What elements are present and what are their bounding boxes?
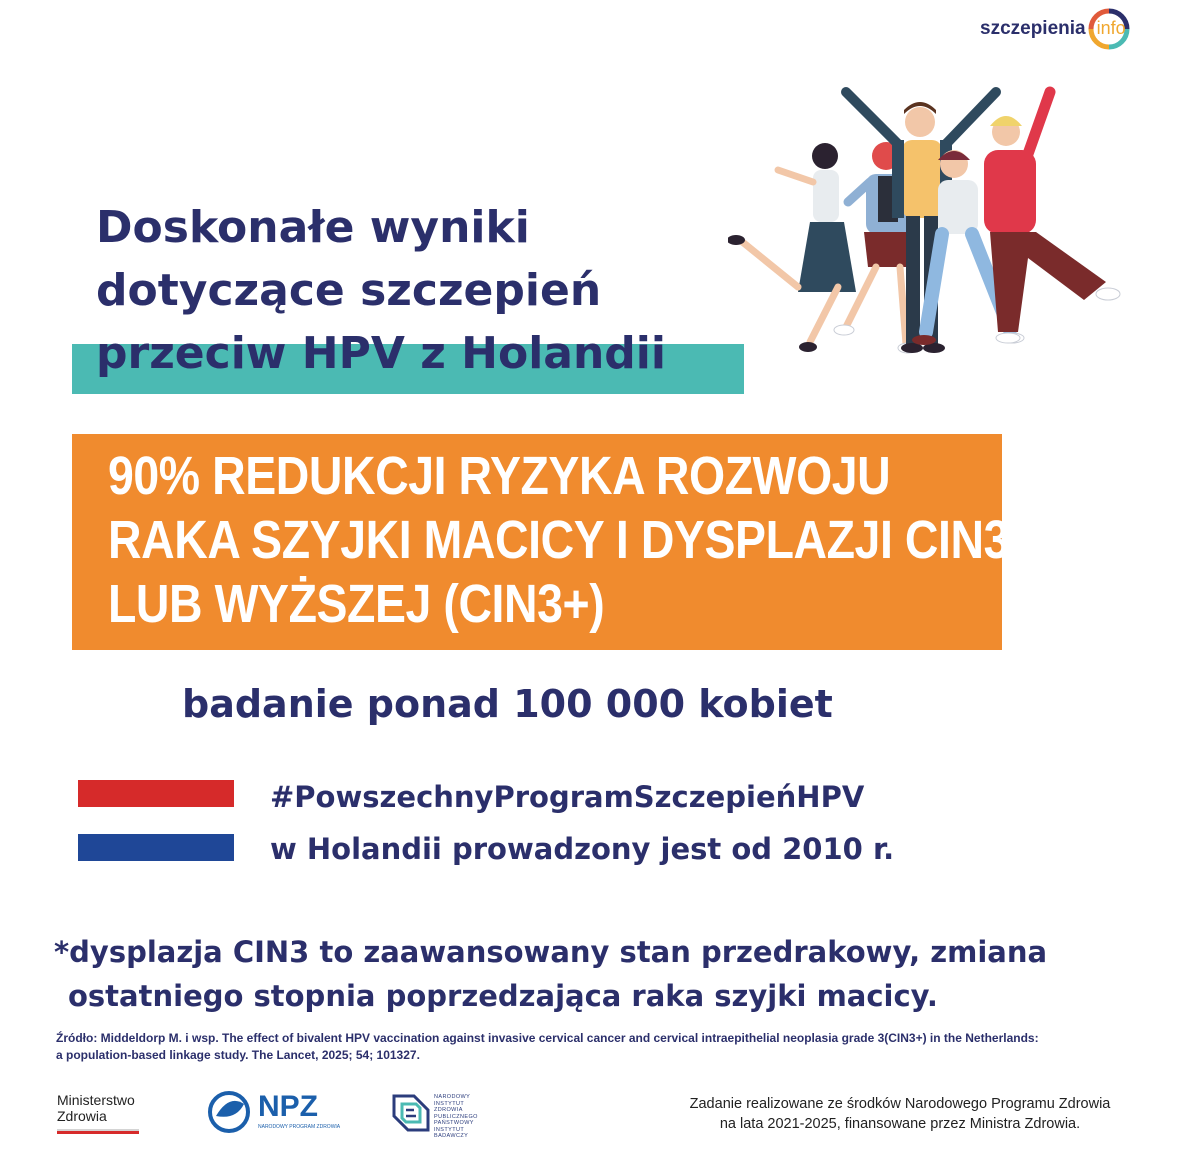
- headline-line: przeciw HPV z Holandii: [96, 328, 666, 379]
- study-size-text: badanie ponad 100 000 kobiet: [182, 682, 833, 726]
- ministry-flag-line: [57, 1129, 139, 1134]
- ministry-line: Zdrowia: [57, 1108, 107, 1124]
- nizp-pzh-logo: [390, 1092, 500, 1139]
- ministry-line: Ministerstwo: [57, 1092, 135, 1108]
- footnote-line: ostatniego stopnia poprzedzająca raka szyjki macicy.: [68, 979, 938, 1013]
- flag-red-stripe: [78, 780, 234, 807]
- funding-line: Zadanie realizowane ze środków Narodowego Programu Zdrowia: [689, 1096, 1111, 1112]
- flag-blue-stripe: [78, 834, 234, 861]
- nizp-line: ZDROWIA: [434, 1107, 463, 1113]
- footnote-line: *dysplazja CIN3 to zaawansowany stan przedrakowy, zmiana: [54, 935, 1048, 969]
- source-line: a population-based linkage study. The Lancet, 2025; 54; 101327.: [56, 1048, 420, 1062]
- headline: [96, 196, 756, 385]
- funding-line: na lata 2021-2025, finansowane przez Ministra Zdrowia.: [719, 1116, 1081, 1132]
- headline-line: dotyczące szczepień: [96, 265, 602, 316]
- brand-suffix: info: [1096, 18, 1126, 38]
- headline-line: Doskonałe wyniki: [96, 202, 530, 253]
- nizp-line: BADAWCZY: [434, 1133, 469, 1139]
- npz-emblem-icon: [206, 1090, 252, 1134]
- nizp-line: PAŃSTWOWY INSTYTUT: [434, 1120, 474, 1133]
- nizp-line: NARODOWY: [434, 1094, 471, 1100]
- npz-tagline: NARODOWY PROGRAM ZDROWIA: [258, 1124, 341, 1130]
- source-citation: [56, 1030, 1136, 1064]
- nizp-text: [434, 1094, 500, 1140]
- nizp-line: INSTYTUT: [434, 1100, 465, 1107]
- cheering-people-illustration: [728, 82, 1138, 362]
- cin3-footnote: [54, 930, 1047, 1018]
- risk-reduction-text: [108, 444, 1027, 636]
- ministry-of-health-logo: [57, 1092, 135, 1124]
- brand-name: szczepienia: [980, 18, 1086, 39]
- risk-reduction-line: LUB WYŻSZEJ (CIN3+): [108, 574, 605, 634]
- szczepienia-info-logo: [980, 8, 1130, 50]
- source-line: Źródło: Middeldorp M. i wsp. The effect of bivalent HPV vaccination against invasive cervical cancer and cervical intraepithelial neoplasia grade 3(CIN3+) in the Netherlands:: [56, 1031, 1039, 1045]
- nizp-line: PUBLICZNEGO: [434, 1113, 478, 1120]
- program-since-text: w Holandii prowadzony jest od 2010 r.: [270, 832, 895, 866]
- brand-ring-icon: [1088, 8, 1130, 50]
- npz-word: NPZ: [258, 1090, 318, 1123]
- person-red-hoodie-icon: [984, 92, 1120, 343]
- nizp-emblem-icon: [390, 1092, 432, 1134]
- risk-reduction-line: 90% REDUKCJI RYZYKA ROZWOJU: [108, 446, 891, 506]
- npz-logo: [206, 1090, 341, 1134]
- risk-reduction-line: RAKA SZYJKI MACICY I DYSPLAZJI CIN3*: [108, 510, 1027, 570]
- program-hashtag: #PowszechnyProgramSzczepieńHPV: [270, 780, 865, 814]
- funding-note: [650, 1094, 1150, 1134]
